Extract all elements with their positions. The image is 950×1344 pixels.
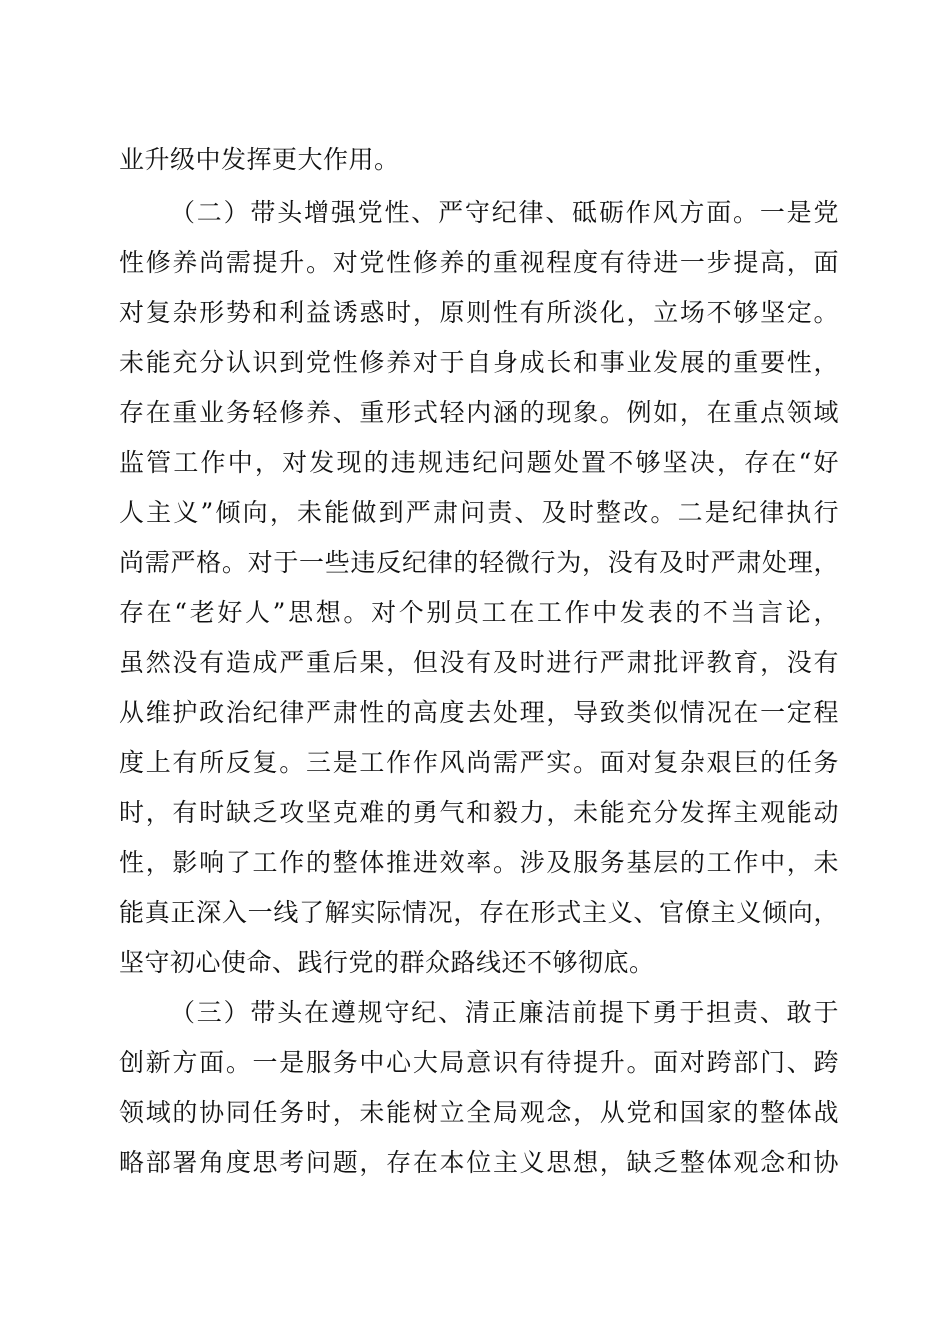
text-line: 时，有时缺乏攻坚克难的勇气和毅力，未能充分发挥主观能动 [119,798,839,827]
text-line: 虽然没有造成严重后果，但没有及时进行严肃批评教育，没有 [119,648,839,677]
text-line: 度上有所反复。三是工作作风尚需严实。面对复杂艰巨的任务 [119,748,839,777]
text-line: 业升级中发挥更大作用。 [119,145,400,174]
text-line: 能真正深入一线了解实际情况，存在形式主义、官僚主义倾向， [119,898,839,927]
text-line: 从维护政治纪律严肃性的高度去处理，导致类似情况在一定程 [119,698,839,727]
section-heading-line: （二）带头增强党性、严守纪律、砥砺作风方面。一是党 [170,198,839,227]
text-line: 监管工作中，对发现的违规违纪问题处置不够坚决，存在“好 [119,448,839,477]
text-line: 性修养尚需提升。对党性修养的重视程度有待进一步提高，面 [119,248,839,277]
text-line: 创新方面。一是服务中心大局意识有待提升。面对跨部门、跨 [119,1048,839,1077]
text-line: 对复杂形势和利益诱惑时，原则性有所淡化，立场不够坚定。 [119,298,839,327]
text-line: 人主义”倾向，未能做到严肃问责、及时整改。二是纪律执行 [119,498,839,527]
text-line: 未能充分认识到党性修养对于自身成长和事业发展的重要性， [119,348,839,377]
section-heading-line: （三）带头在遵规守纪、清正廉洁前提下勇于担责、敢于 [170,998,839,1027]
text-line: 略部署角度思考问题，存在本位主义思想，缺乏整体观念和协 [119,1148,839,1177]
text-line: 存在重业务轻修养、重形式轻内涵的现象。例如，在重点领域 [119,398,839,427]
text-line: 存在“老好人”思想。对个别员工在工作中发表的不当言论， [119,598,839,627]
text-line: 性，影响了工作的整体推进效率。涉及服务基层的工作中，未 [119,848,839,877]
text-line: 坚守初心使命、践行党的群众路线还不够彻底。 [119,948,655,977]
text-line: 尚需严格。对于一些违反纪律的轻微行为，没有及时严肃处理， [119,548,839,577]
text-line: 领域的协同任务时，未能树立全局观念，从党和国家的整体战 [119,1098,839,1127]
